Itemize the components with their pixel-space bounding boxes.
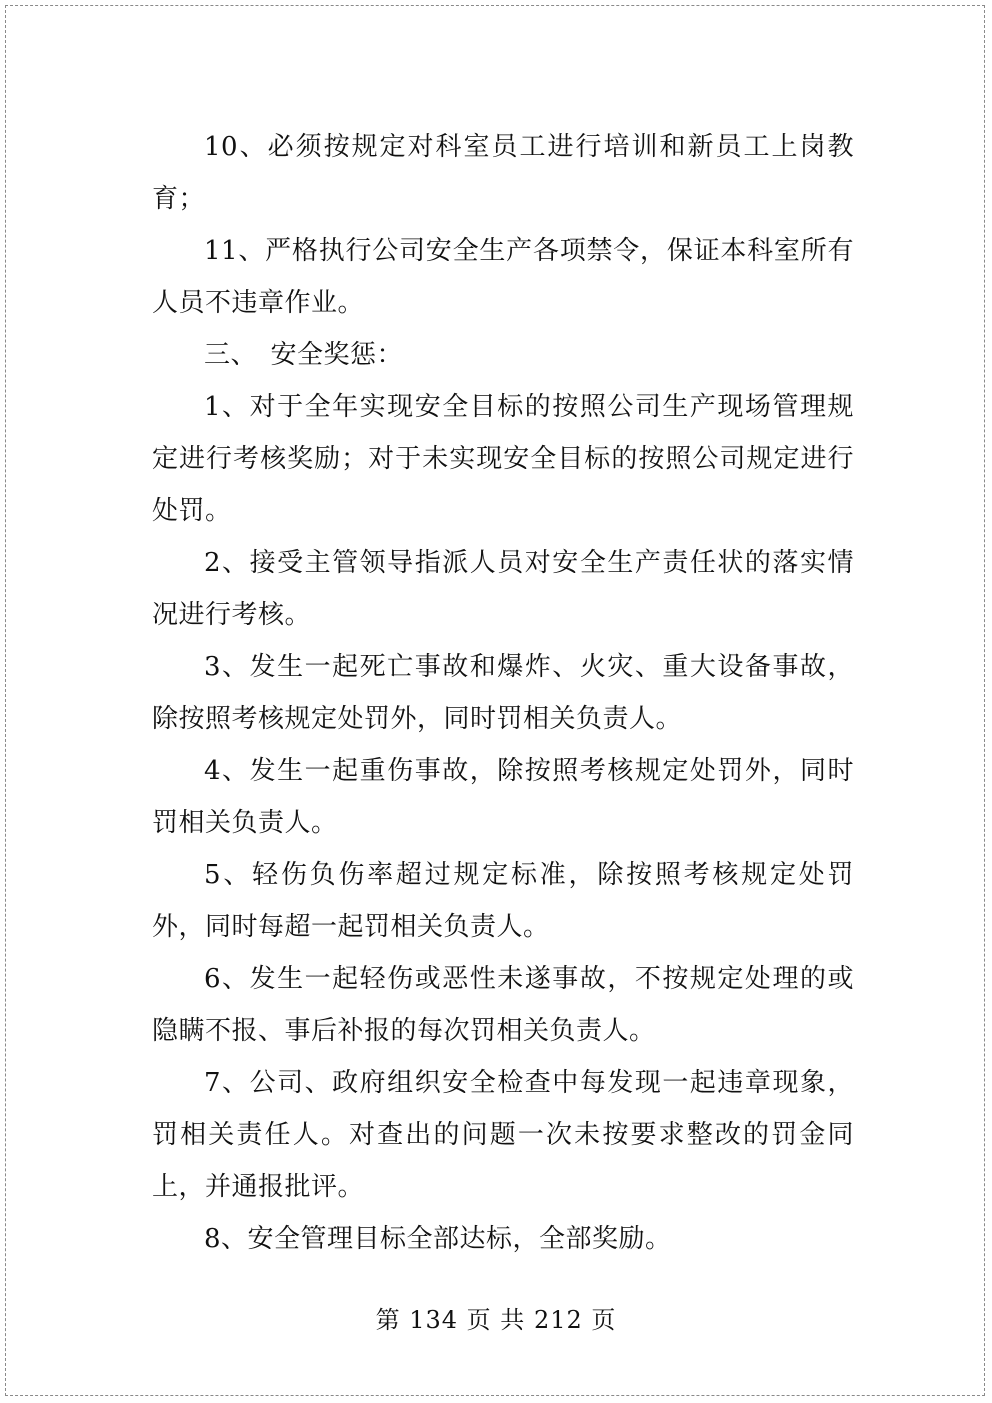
paragraph-rule-6: 6、发生一起轻伤或恶性未遂事故，不按规定处理的或隐瞒不报、事后补报的每次罚相关负责人。 (152, 964, 854, 1046)
paragraph-rule-7: 7、公司、政府组织安全检查中每发现一起违章现象，罚相关责任人。对查出的问题一次未按要求整改的罚金同上，并通报批评。 (152, 1068, 854, 1202)
current-page-number: 134 (409, 1306, 459, 1334)
paragraph-item-11: 11、严格执行公司安全生产各项禁令，保证本科室所有人员不违章作业。 (152, 236, 854, 318)
paragraph-item-10: 10、必须按规定对科室员工进行培训和新员工上岗教育； (152, 132, 854, 214)
page-footer (0, 1302, 992, 1338)
paragraph-rule-1: 1、对于全年实现安全目标的按照公司生产现场管理规定进行考核奖励；对于未实现安全目标的按照公司规定进行处罚。 (152, 392, 854, 526)
total-page-count: 212 (533, 1306, 583, 1334)
paragraph-rule-8: 8、安全管理目标全部达标，全部奖励。 (204, 1224, 672, 1254)
paragraph-rule-5: 5、轻伤负伤率超过规定标准，除按照考核规定处罚外，同时每超一起罚相关负责人。 (152, 860, 854, 942)
footer-middle: 页 共 (458, 1306, 534, 1334)
paragraph-rule-4: 4、发生一起重伤事故，除按照考核规定处罚外，同时罚相关负责人。 (152, 756, 854, 838)
paragraph-rule-3: 3、发生一起死亡事故和爆炸、火灾、重大设备事故，除按照考核规定处罚外，同时罚相关负责人。 (152, 652, 854, 734)
paragraph-rule-2: 2、接受主管领导指派人员对安全生产责任状的落实情况进行考核。 (152, 548, 854, 630)
document-body (152, 121, 854, 1265)
section-heading-rewards-penalties: 三、 安全奖惩： (204, 340, 404, 370)
footer-suffix: 页 (582, 1306, 617, 1334)
footer-prefix: 第 (375, 1306, 410, 1334)
